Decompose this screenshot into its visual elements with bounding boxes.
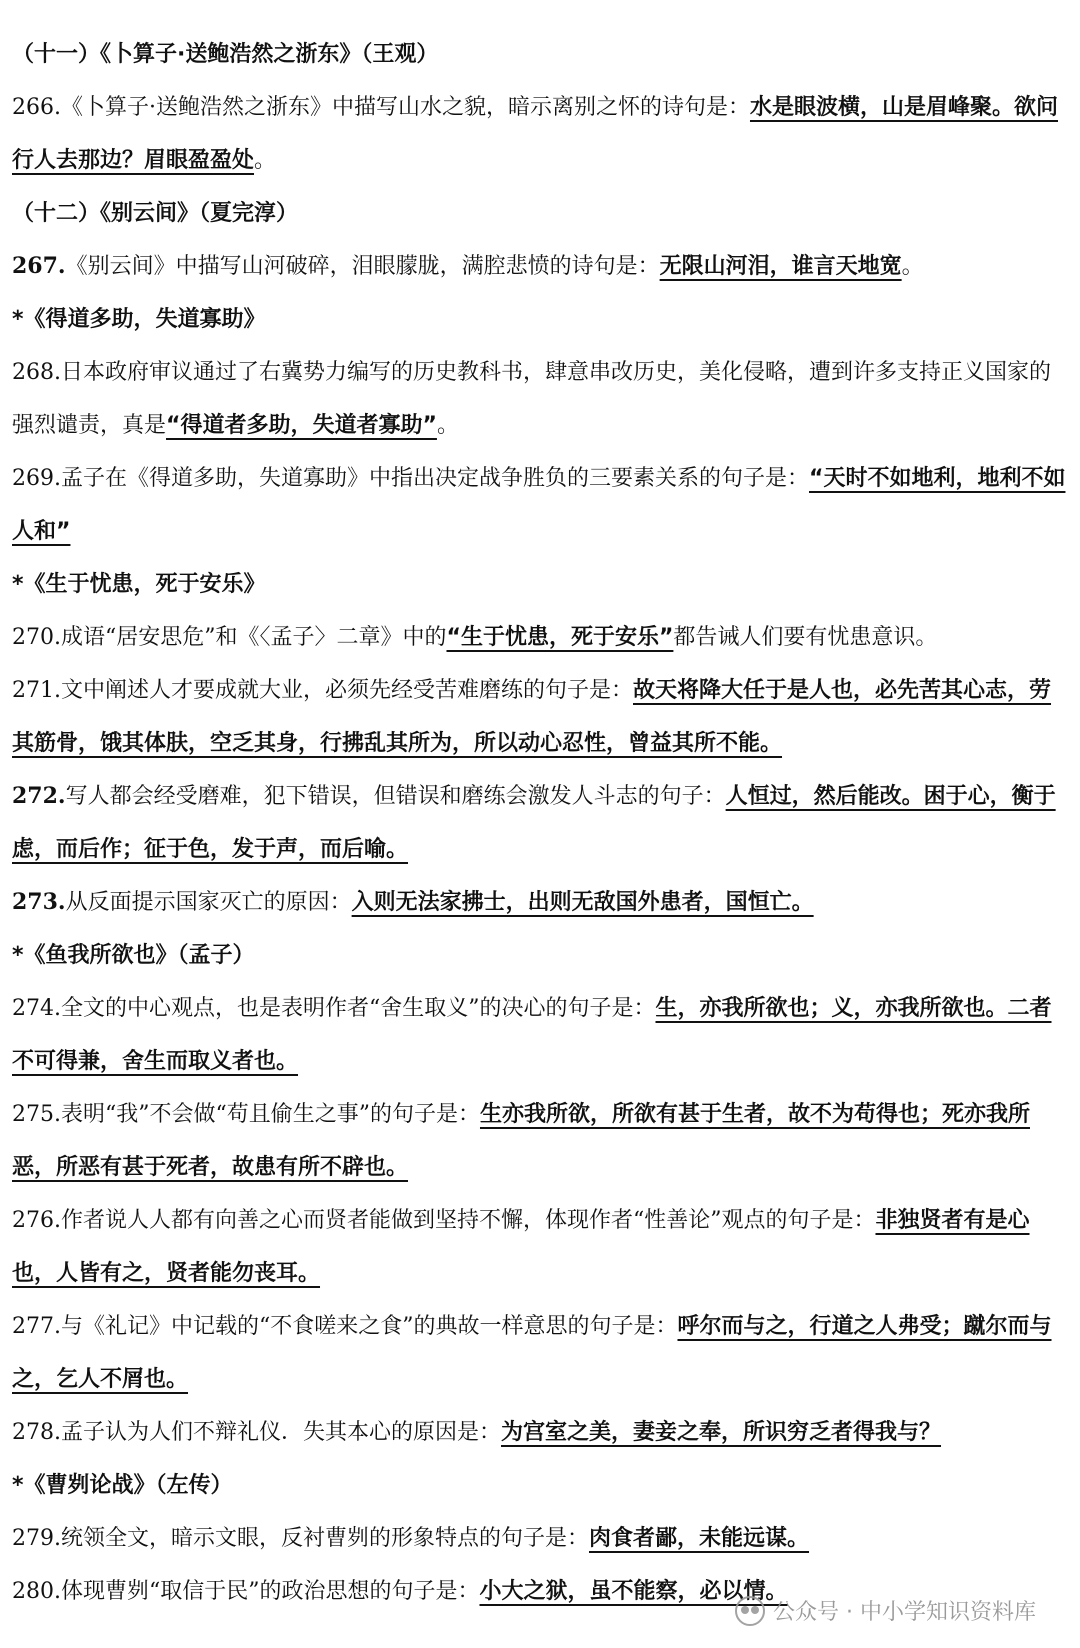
section-heading-shengyu: *《生于忧患，死于安乐》	[12, 572, 266, 597]
question-number: 273.	[12, 889, 66, 915]
answer-text: 生，亦我所欲也；义，亦我所欲也。二者不可得兼，舍生而取义者也。	[12, 996, 1052, 1074]
question-279	[12, 1512, 1067, 1565]
answer-text: “天时不如地利，地利不如人和”	[12, 466, 1066, 544]
question-272	[12, 770, 1067, 876]
question-text: 孟子认为人们不辩礼仪．失其本心的原因是：	[60, 1420, 501, 1445]
question-number: 270.	[12, 625, 61, 650]
question-text: 成语“居安思危”和《〈孟子〉二章》中的	[60, 625, 447, 650]
answer-text: 入则无法家拂士，出则无敌国外患者，国恒亡。	[351, 890, 814, 915]
question-number: 279.	[12, 1526, 61, 1551]
section-heading-caogui: *《曹刿论战》（左传）	[12, 1473, 233, 1498]
question-suffix: 。	[901, 254, 924, 279]
question-266	[12, 81, 1067, 187]
question-text: 全文的中心观点，也是表明作者“舍生取义”的决心的句子是：	[60, 996, 656, 1021]
question-276	[12, 1194, 1067, 1300]
question-277	[12, 1300, 1067, 1406]
question-number: 280.	[12, 1579, 61, 1604]
answer-text: 故天将降大任于是人也，必先苦其心志，劳其筋骨，饿其体肤，空乏其身，行拂乱其所为，所以动心忍性，曾益其所不能。	[12, 678, 1052, 756]
question-number: 277.	[12, 1314, 61, 1339]
question-273	[12, 876, 1067, 929]
question-270	[12, 611, 1067, 664]
question-suffix: 。	[254, 148, 277, 173]
question-268	[12, 346, 1067, 452]
question-text: 《别云间》中描写山河破碎，泪眼朦胧，满腔悲愤的诗句是：	[65, 254, 660, 279]
question-number: 276.	[12, 1208, 61, 1233]
answer-text: 呼尔而与之，行道之人弗受；蹴尔而与之，乞人不屑也。	[12, 1314, 1052, 1392]
answer-text: 无限山河泪，谁言天地宽	[659, 254, 902, 279]
question-number: 267.	[12, 253, 66, 279]
answer-text: 小大之狱，虽不能察，必以情。	[479, 1579, 788, 1604]
question-278	[12, 1406, 1067, 1459]
question-text: 写人都会经受磨难，犯下错误，但错误和磨练会激发人斗志的句子：	[65, 784, 726, 809]
question-text: 孟子在《得道多助，失道寡助》中指出决定战争胜负的三要素关系的句子是：	[60, 466, 809, 491]
question-267	[12, 240, 1067, 293]
question-text: 从反面提示国家灭亡的原因：	[65, 890, 352, 915]
question-269	[12, 452, 1067, 558]
section-heading-11: （十一）《卜算子·送鲍浩然之浙东》（王观）	[12, 42, 439, 67]
document-content	[12, 28, 1067, 1618]
answer-text: 非独贤者有是心也，人皆有之，贤者能勿丧耳。	[12, 1208, 1030, 1286]
answer-text: “生于忧患，死于安乐”	[446, 625, 674, 650]
wechat-icon	[735, 1596, 765, 1626]
question-number: 271.	[12, 678, 61, 703]
question-number: 266.	[12, 95, 61, 120]
section-heading-yuwo: *《鱼我所欲也》（孟子）	[12, 943, 255, 968]
question-number: 268.	[12, 360, 61, 385]
answer-text: 肉食者鄙，未能远谋。	[589, 1526, 810, 1551]
question-text: 统领全文，暗示文眼，反衬曹刿的形象特点的句子是：	[60, 1526, 589, 1551]
question-text: 表明“我”不会做“苟且偷生之事”的句子是：	[60, 1102, 480, 1127]
section-heading-12: （十二）《别云间》（夏完淳）	[12, 201, 299, 226]
question-number: 278.	[12, 1420, 61, 1445]
question-suffix: 。	[436, 413, 459, 438]
answer-text: 水是眼波横，山是眉峰聚。欲问行人去那边？眉眼盈盈处	[12, 95, 1058, 173]
question-text: 与《礼记》中记载的“不食嗟来之食”的典故一样意思的句子是：	[60, 1314, 678, 1339]
watermark-text: 公众号 · 中小学知识资料库	[773, 1600, 1036, 1625]
question-suffix: 都告诫人们要有忧患意识。	[673, 625, 938, 650]
question-275	[12, 1088, 1067, 1194]
question-text: 《卜算子·送鲍浩然之浙东》中描写山水之貌，暗示离别之怀的诗句是：	[60, 95, 750, 120]
answer-text: 为宫室之美，妻妾之奉，所识穷乏者得我与？	[501, 1420, 942, 1445]
watermark	[735, 1595, 1036, 1626]
answer-text: 生亦我所欲，所欲有甚于生者，故不为苟得也；死亦我所恶，所恶有甚于死者，故患有所不辟也。	[12, 1102, 1030, 1180]
answer-text: “得道者多助，失道者寡助”	[166, 413, 437, 438]
question-text: 作者说人人都有向善之心而贤者能做到坚持不懈，体现作者“性善论”观点的句子是：	[60, 1208, 876, 1233]
question-number: 275.	[12, 1102, 61, 1127]
question-text: 文中阐述人才要成就大业，必须先经受苦难磨练的句子是：	[60, 678, 633, 703]
question-text: 体现曹刿“取信于民”的政治思想的句子是：	[60, 1579, 480, 1604]
answer-text: 人恒过，然后能改。困于心，衡于虑，而后作；征于色，发于声，而后喻。	[12, 784, 1056, 862]
question-text: 日本政府审议通过了右冀势力编写的历史教科书，肆意串改历史，美化侵略，遭到许多支持正义国家的强烈谴责，真是	[12, 360, 1051, 438]
section-heading-dedao: *《得道多助，失道寡助》	[12, 307, 266, 332]
question-number: 269.	[12, 466, 61, 491]
question-274	[12, 982, 1067, 1088]
question-271	[12, 664, 1067, 770]
question-number: 272.	[12, 783, 66, 809]
question-number: 274.	[12, 996, 61, 1021]
